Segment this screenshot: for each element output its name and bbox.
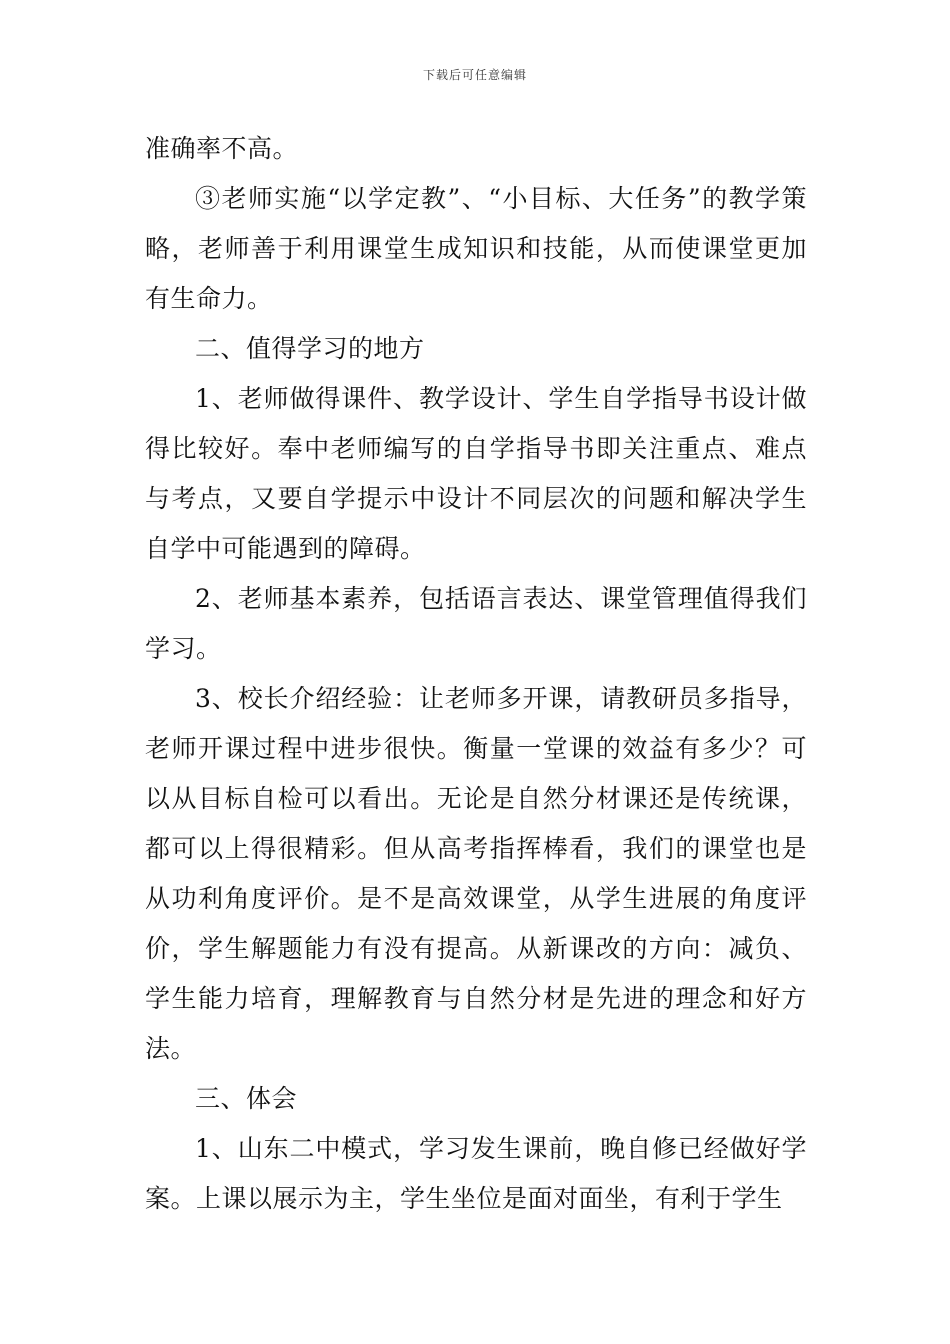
paragraph-section3-point-1: 1、山东二中模式，学习发生课前，晚自修已经做好学案。上课以展示为主，学生坐位是面对面坐，有利于学生 — [145, 1134, 807, 1213]
paragraph-item-3: ③老师实施“以学定教”、“小目标、大任务”的教学策略，老师善于利用课堂生成知识和技能，从而使课堂更加有生命力。 — [145, 184, 807, 313]
page-header-note: 下载后可任意编辑 — [422, 68, 527, 82]
section-heading-3: 三、体会 — [195, 1084, 298, 1113]
paragraph-point-2: 2、老师基本素养，包括语言表达、课堂管理值得我们学习。 — [145, 584, 807, 663]
paragraph-point-1: 1、老师做得课件、教学设计、学生自学指导书设计做得比较好。奉中老师编写的自学指导书即关注重点、难点与考点，又要自学提示中设计不同层次的问题和解决学生自学中可能遇到的障碍。 — [145, 384, 807, 563]
section-heading-2: 二、值得学习的地方 — [195, 334, 425, 363]
document-body — [145, 124, 807, 1224]
paragraph-point-3: 3、校长介绍经验：让老师多开课，请教研员多指导，老师开课过程中进步很快。衡量一堂课的效益有多少？可以从目标自检可以看出。无论是自然分材课还是传统课，都可以上得很精彩。但从高考指挥棒看，我们的课堂也是从功利角度评价。是不是高效课堂，从学生进展的角度评价，学生解题能力有没有提高。从新课改的方向：减负、学生能力培育，理解教育与自然分材是先进的理念和好方法。 — [145, 684, 807, 1063]
paragraph-continuation: 准确率不高。 — [145, 134, 299, 163]
